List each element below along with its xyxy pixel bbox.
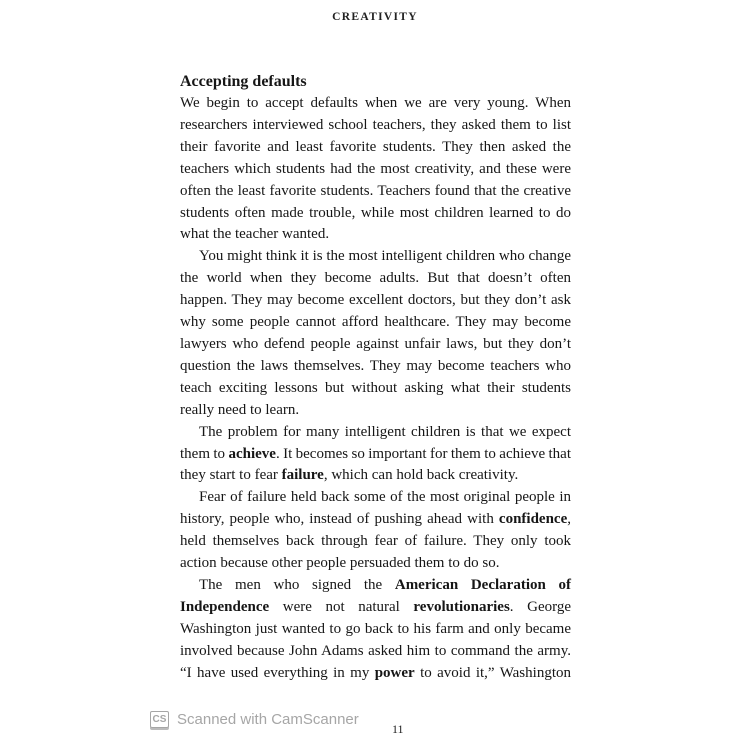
watermark-text: Scanned with CamScanner — [177, 711, 359, 728]
text-run: , — [567, 511, 571, 528]
text-run: Washington just wanted to go back to his farm and only became — [180, 620, 571, 637]
text-run: You might think it is the most intelligent children who change — [199, 248, 571, 265]
text-run: to avoid it,” Washington — [414, 664, 571, 681]
text-run: why some people cannot afford healthcare. They may become — [180, 314, 571, 331]
text-line — [180, 224, 571, 246]
text-line — [180, 509, 571, 531]
text-run: the world when they become adults. But that doesn’t often — [180, 270, 571, 287]
section-heading: Accepting defaults — [180, 73, 307, 90]
bold-term: achieve — [228, 445, 276, 462]
text-run: happen. They may become excellent doctors, but they don’t ask — [180, 292, 571, 309]
bold-term: American Declaration of — [394, 576, 571, 593]
text-run: action because other people persuaded them to do so. — [180, 555, 500, 572]
text-line — [180, 334, 571, 356]
text-line — [180, 487, 571, 509]
text-line — [180, 422, 571, 444]
text-run: held themselves back through fear of failure. They only took — [180, 533, 571, 550]
text-run: The men who signed the — [199, 576, 395, 593]
text-line — [180, 181, 571, 203]
text-run: they start to fear — [180, 467, 282, 484]
text-line — [180, 575, 571, 597]
text-run: what the teacher wanted. — [180, 226, 330, 243]
text-run: Fear of failure held back some of the most original people in — [199, 489, 571, 506]
text-run: really need to learn. — [180, 401, 300, 418]
text-run: teachers which students had the most creativity, and these were — [180, 160, 571, 177]
text-line — [180, 597, 571, 619]
text-line — [180, 378, 571, 400]
running-head: CREATIVITY — [332, 11, 418, 23]
text-run: often the least favorite students. Teachers found that the creative — [180, 182, 571, 199]
text-run: history, people who, instead of pushing ahead with — [180, 511, 499, 528]
text-run: their favorite and least favorite students. They then asked the — [180, 138, 571, 155]
text-line — [180, 137, 571, 159]
text-line — [180, 290, 571, 312]
bold-term: confidence — [498, 511, 568, 528]
text-run: . It becomes so important for them to achieve that — [275, 445, 571, 462]
text-line — [180, 553, 571, 575]
text-run: We begin to accept defaults when we are very young. When — [180, 95, 571, 111]
text-line — [180, 246, 571, 268]
text-line — [180, 356, 571, 378]
text-line — [180, 115, 571, 137]
text-run: were not natural — [269, 598, 414, 615]
bold-term: Independence — [180, 598, 270, 615]
body-text — [180, 93, 571, 684]
bold-term: revolutionaries — [413, 598, 510, 615]
camscanner-watermark — [150, 711, 359, 728]
text-line — [180, 159, 571, 181]
text-run: , which can hold back creativity. — [323, 467, 519, 484]
text-line — [180, 444, 571, 466]
text-line — [180, 663, 571, 685]
text-run: The problem for many intelligent children is that we expect — [199, 423, 571, 440]
page-body — [180, 71, 571, 684]
text-run: . George — [509, 598, 571, 615]
text-run: students often made trouble, while most children learned to do — [180, 204, 571, 221]
text-run: teach exciting lessons but without asking what their students — [180, 379, 571, 396]
bold-term: power — [374, 664, 415, 681]
text-run: question the laws themselves. They may become teachers who — [180, 357, 571, 374]
text-line — [180, 619, 571, 641]
page-number: 11 — [392, 722, 404, 736]
text-line — [180, 312, 571, 334]
text-line — [180, 465, 571, 487]
text-run: involved because John Adams asked him to command the army. — [180, 642, 571, 659]
text-line — [180, 531, 571, 553]
camscanner-logo-icon: CS — [150, 711, 169, 728]
text-line — [180, 93, 571, 115]
text-run: researchers interviewed school teachers, they asked them to list — [180, 116, 571, 133]
text-run: lawyers who defend people against unfair laws, but they don’t — [180, 335, 571, 352]
text-line — [180, 400, 571, 422]
bold-term: failure — [281, 467, 324, 484]
text-run: “I have used everything in my — [180, 664, 375, 681]
text-line — [180, 268, 571, 290]
text-run: them to — [180, 445, 229, 462]
text-line — [180, 641, 571, 663]
text-line — [180, 203, 571, 225]
